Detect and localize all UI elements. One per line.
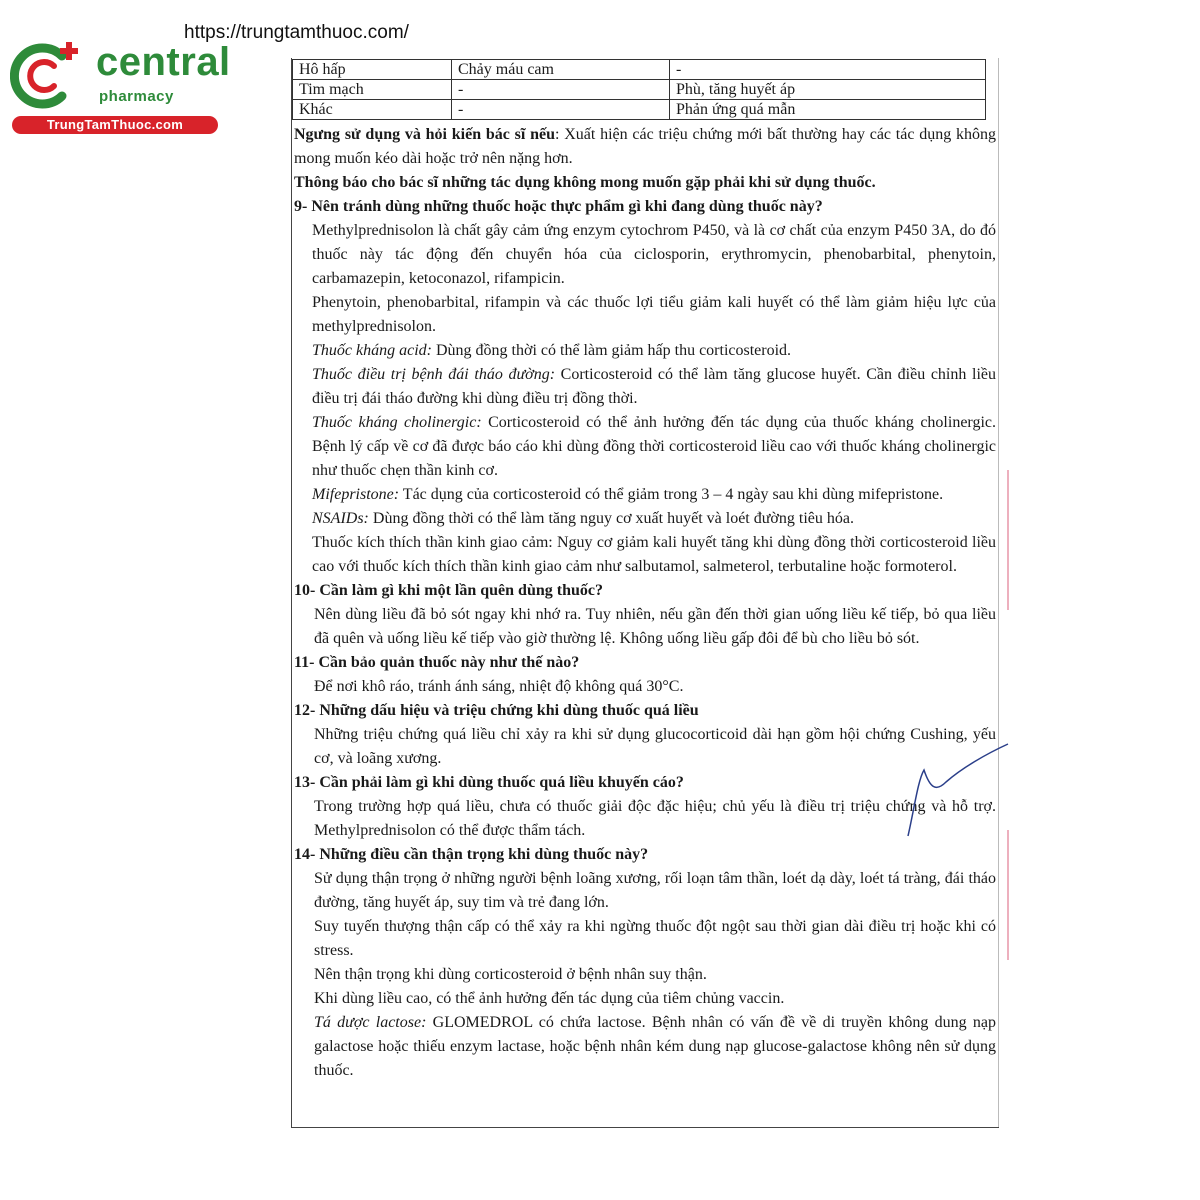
section-14-paragraph: Nên thận trọng khi dùng corticosteroid ở bệnh nhân suy thận.	[314, 966, 707, 983]
central-pharmacy-logo	[10, 38, 231, 138]
section-10-paragraph: Nên dùng liều đã bỏ sót ngay khi nhớ ra. Tuy nhiên, nếu gần đến thời gian uống liều kế tiếp, bỏ qua liều đã quên và uống liều kế tiếp vào giờ thường lệ. Không uống liều gấp đôi để bù cho liều bỏ sót.	[314, 606, 996, 647]
section-9-paragraph	[294, 411, 996, 483]
term-italic: Thuốc điều trị bệnh đái tháo đường:	[312, 366, 556, 383]
term-italic: Thuốc kháng acid:	[312, 342, 432, 359]
section-9-paragraph: Methylprednisolon là chất gây cảm ứng enzym cytochrom P450, và là cơ chất của enzym P450 3A, do đó thuốc này tác động đến chuyển hóa của ciclosporin, erythromycin, phenobarbital, phenytoin, carbamazepin, ketoconazol, rifampicin.	[312, 222, 996, 287]
term-text: Corticosteroid có thể ảnh hưởng đến tác dụng của thuốc kháng cholinergic. Bệnh lý cấp về cơ đã được báo cáo khi dùng đồng thời corticosteroid liều cao với thuốc kháng cholinergic như thuốc chẹn thần kinh cơ.	[312, 414, 997, 479]
section-14-paragraph: Khi dùng liều cao, có thể ảnh hưởng đến tác dụng của tiêm chủng vaccin.	[314, 990, 785, 1007]
section-9-paragraph	[294, 339, 996, 363]
logo-brand-bar: TrungTamThuoc.com	[12, 116, 218, 134]
section-11-paragraph: Để nơi khô ráo, tránh ánh sáng, nhiệt độ không quá 30°C.	[314, 678, 684, 695]
stop-use-paragraph	[294, 123, 996, 171]
section-9-title: 9- Nên tránh dùng những thuốc hoặc thực phẩm gì khi đang dùng thuốc này?	[294, 198, 823, 215]
section-9-paragraph: Thuốc kích thích thần kinh giao cảm: Nguy cơ giảm kali huyết tăng khi dùng đồng thời corticosteroid liều cao với thuốc kích thích thần kinh giao cảm như salbutamol, salmeterol, terbutaline hoặc formoterol.	[312, 534, 996, 575]
stop-use-text: : Xuất hiện các triệu chứng mới bất thường hay các tác dụng không mong muốn kéo dài hoặc trở nên nặng hơn.	[294, 126, 996, 167]
section-11-title: 11- Cần bảo quản thuốc này như thế nào?	[294, 654, 580, 671]
site-url: https://trungtamthuoc.com/	[184, 22, 409, 43]
table-cell: Khác	[293, 100, 452, 120]
document-frame-left	[291, 58, 292, 1128]
logo-brand-name: central	[96, 40, 231, 84]
table-cell: Phản ứng quá mẫn	[670, 100, 986, 120]
table-cell: Chảy máu cam	[452, 60, 670, 80]
document-frame-bottom	[291, 1127, 999, 1128]
section-14-paragraph	[294, 1011, 996, 1083]
table-cell: -	[452, 100, 670, 120]
section-9-paragraph	[294, 363, 996, 411]
table-cell: -	[670, 60, 986, 80]
section-13-paragraph: Trong trường hợp quá liều, chưa có thuốc giải độc đặc hiệu; chủ yếu là điều trị triệu chứng và hỗ trợ. Methylprednisolon có thể được thẩm tách.	[314, 798, 996, 839]
term-italic: Tá dược lactose:	[314, 1014, 427, 1031]
section-14-title: 14- Những điều cần thận trọng khi dùng thuốc này?	[294, 846, 649, 863]
table-cell: Tim mạch	[293, 80, 452, 100]
term-text: Corticosteroid có thể làm tăng glucose huyết. Cần điều chỉnh liều điều trị đái tháo đường khi dùng điều trị đồng thời.	[312, 366, 997, 407]
term-text: GLOMEDROL có chứa lactose. Bệnh nhân có vấn đề về di truyền không dung nạp galactose hoặc thiếu enzym lactase, hoặc bệnh nhân kém dung nạp glucose-galactose không nên sử dụng thuốc.	[314, 1014, 996, 1079]
section-9-paragraph: Phenytoin, phenobarbital, rifampin và các thuốc lợi tiểu giảm kali huyết có thể làm giảm hiệu lực của methylprednisolon.	[312, 294, 996, 335]
term-italic: NSAIDs:	[312, 510, 369, 527]
term-text: Dùng đồng thời có thể làm giảm hấp thu corticosteroid.	[431, 342, 792, 359]
notify-doctor: Thông báo cho bác sĩ những tác dụng không mong muốn gặp phải khi sử dụng thuốc.	[294, 174, 876, 191]
term-text: Dùng đồng thời có thể làm tăng nguy cơ xuất huyết và loét đường tiêu hóa.	[368, 510, 854, 527]
stamp-edge-mark	[985, 470, 1009, 610]
signature-mark	[900, 740, 1020, 850]
table-cell: Phù, tăng huyết áp	[670, 80, 986, 100]
section-14-paragraph: Sử dụng thận trọng ở những người bệnh loãng xương, rối loạn tâm thần, loét dạ dày, loét tá tràng, đái tháo đường, tăng huyết áp, suy tim và trẻ đang lớn.	[314, 870, 996, 911]
logo-c-mark-icon	[10, 38, 90, 113]
side-effects-table	[292, 59, 986, 120]
logo-brand-sub: pharmacy	[99, 88, 174, 105]
document-body	[294, 123, 996, 1083]
section-13-title: 13- Cần phải làm gì khi dùng thuốc quá liều khuyến cáo?	[294, 774, 684, 791]
section-10-title: 10- Cần làm gì khi một lần quên dùng thuốc?	[294, 582, 603, 599]
table-row	[293, 60, 986, 80]
table-row	[293, 100, 986, 120]
section-14-paragraph: Suy tuyến thượng thận cấp có thể xảy ra khi ngừng thuốc đột ngột sau thời gian dài điều trị hoặc khi có stress.	[314, 918, 996, 959]
section-12-title: 12- Những dấu hiệu và triệu chứng khi dùng thuốc quá liều	[294, 702, 699, 719]
term-italic: Thuốc kháng cholinergic:	[312, 414, 482, 431]
table-row	[293, 80, 986, 100]
term-text: Tác dụng của corticosteroid có thể giảm trong 3 – 4 ngày sau khi dùng mifepristone.	[399, 486, 944, 503]
table-cell: -	[452, 80, 670, 100]
stop-use-lead: Ngưng sử dụng và hỏi kiến bác sĩ nếu	[294, 126, 555, 143]
table-cell: Hô hấp	[293, 60, 452, 80]
section-9-paragraph	[294, 483, 996, 507]
section-9-paragraph	[294, 507, 996, 531]
term-italic: Mifepristone:	[312, 486, 400, 503]
section-12-paragraph: Những triệu chứng quá liều chỉ xảy ra khi sử dụng glucocorticoid dài hạn gồm hội chứng Cushing, yếu cơ, và loãng xương.	[314, 726, 996, 767]
